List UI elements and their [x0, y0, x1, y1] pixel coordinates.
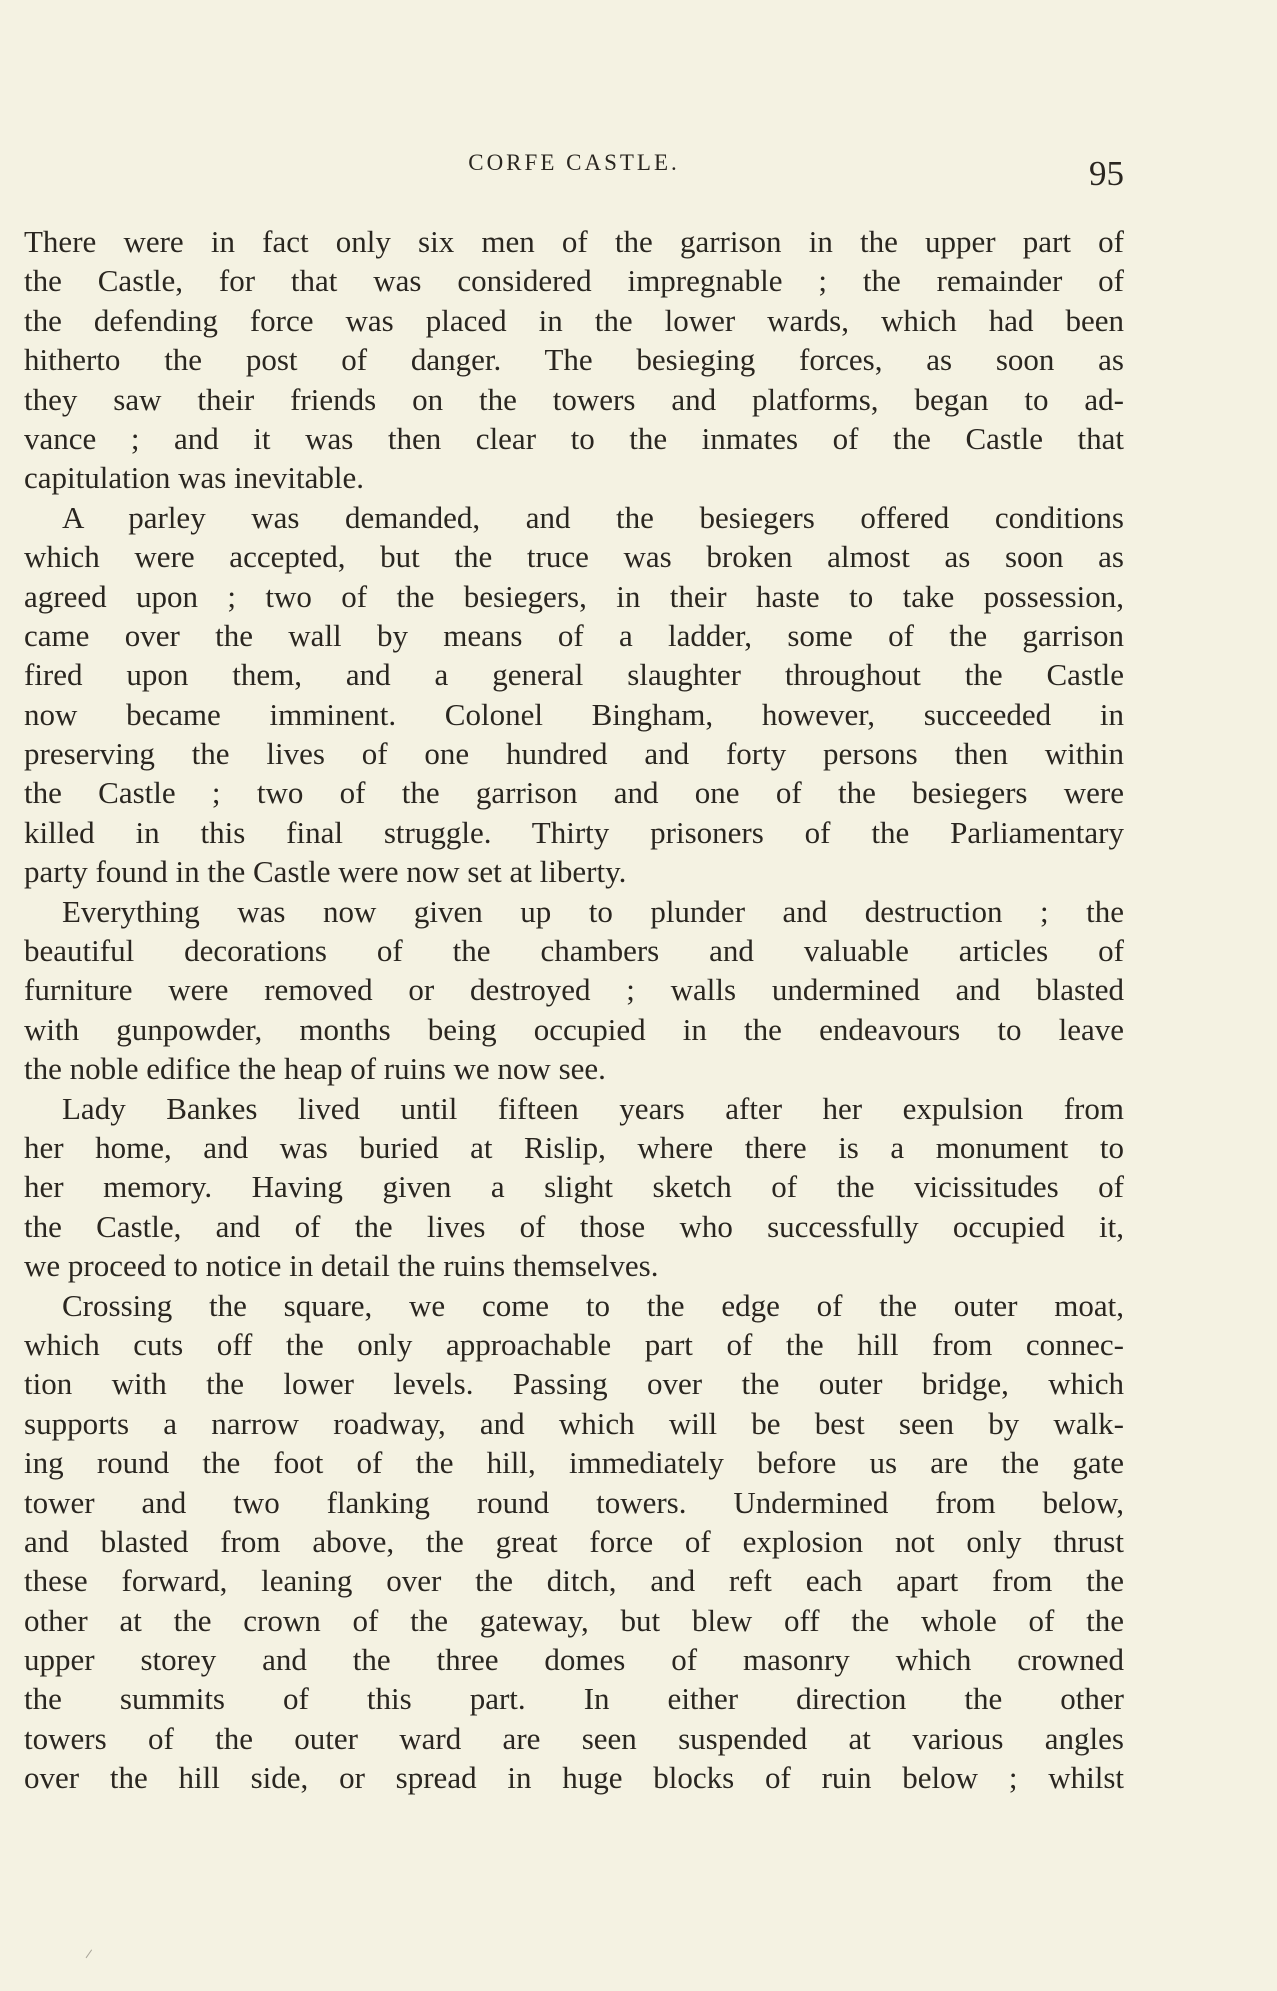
text-line: her memory. Having given a slight sketch of the vicissitudes of — [24, 1169, 1124, 1205]
text-line: supports a narrow roadway, and which will be best seen by walk- — [24, 1405, 1124, 1441]
body-text — [24, 222, 1124, 1798]
text-line: came over the wall by means of a ladder, some of the garrison — [24, 617, 1124, 653]
text-line: furniture were removed or destroyed ; walls undermined and blasted — [24, 972, 1124, 1008]
text-line: tower and two flanking round towers. Undermined from below, — [24, 1484, 1124, 1520]
text-line: the defending force was placed in the lower wards, which had been — [24, 302, 1124, 338]
text-line: towers of the outer ward are seen suspended at various angles — [24, 1720, 1124, 1756]
text-line: beautiful decorations of the chambers and valuable articles of — [24, 933, 1124, 969]
page-number: 95 — [1089, 154, 1124, 193]
text-line: capitulation was inevitable. — [24, 460, 365, 496]
text-line: the noble edifice the heap of ruins we now see. — [24, 1051, 606, 1087]
text-line: the Castle, for that was considered impregnable ; the remainder of — [24, 263, 1124, 299]
stray-ink-mark — [86, 1949, 96, 1960]
text-line: the Castle ; two of the garrison and one of the besiegers were — [24, 775, 1124, 811]
text-line: tion with the lower levels. Passing over the outer bridge, which — [24, 1366, 1124, 1402]
text-line: Everything was now given up to plunder and destruction ; the — [62, 893, 1124, 929]
text-line: these forward, leaning over the ditch, and reft each apart from the — [24, 1563, 1124, 1599]
text-line: which cuts off the only approachable part of the hill from connec- — [24, 1326, 1124, 1362]
text-line: upper storey and the three domes of masonry which crowned — [24, 1642, 1124, 1678]
text-line: party found in the Castle were now set at liberty. — [24, 854, 627, 890]
text-line: Crossing the square, we come to the edge of the outer moat, — [62, 1287, 1124, 1323]
text-line: her home, and was buried at Rislip, where there is a monument to — [24, 1129, 1124, 1165]
text-line: hitherto the post of danger. The besieging forces, as soon as — [24, 342, 1124, 378]
text-line: and blasted from above, the great force of explosion not only thrust — [24, 1523, 1124, 1559]
text-line: we proceed to notice in detail the ruins themselves. — [24, 1248, 659, 1284]
text-line: fired upon them, and a general slaughter throughout the Castle — [24, 657, 1124, 693]
text-line: they saw their friends on the towers and platforms, began to ad- — [24, 381, 1124, 417]
running-title: CORFE CASTLE. — [468, 150, 680, 175]
text-line: other at the crown of the gateway, but blew off the whole of the — [24, 1602, 1124, 1638]
text-line: which were accepted, but the truce was broken almost as soon as — [24, 539, 1124, 575]
text-line: over the hill side, or spread in huge blocks of ruin below ; whilst — [24, 1760, 1124, 1796]
text-line: There were in fact only six men of the garrison in the upper part of — [24, 224, 1124, 259]
text-line: Lady Bankes lived until fifteen years after her expulsion from — [62, 1090, 1124, 1126]
text-line: A parley was demanded, and the besiegers offered conditions — [62, 499, 1124, 535]
text-line: now became imminent. Colonel Bingham, however, succeeded in — [24, 696, 1124, 732]
running-head — [24, 148, 1124, 193]
text-line: the summits of this part. In either direction the other — [24, 1681, 1124, 1717]
text-line: vance ; and it was then clear to the inmates of the Castle that — [24, 420, 1124, 456]
text-line: with gunpowder, months being occupied in the endeavours to leave — [24, 1011, 1124, 1047]
text-line: the Castle, and of the lives of those who successfully occupied it, — [24, 1208, 1124, 1244]
text-line: killed in this final struggle. Thirty prisoners of the Parliamentary — [24, 814, 1124, 850]
text-line: preserving the lives of one hundred and forty persons then within — [24, 736, 1124, 772]
text-line: agreed upon ; two of the besiegers, in their haste to take possession, — [24, 578, 1124, 614]
text-line: ing round the foot of the hill, immediately before us are the gate — [24, 1445, 1124, 1481]
